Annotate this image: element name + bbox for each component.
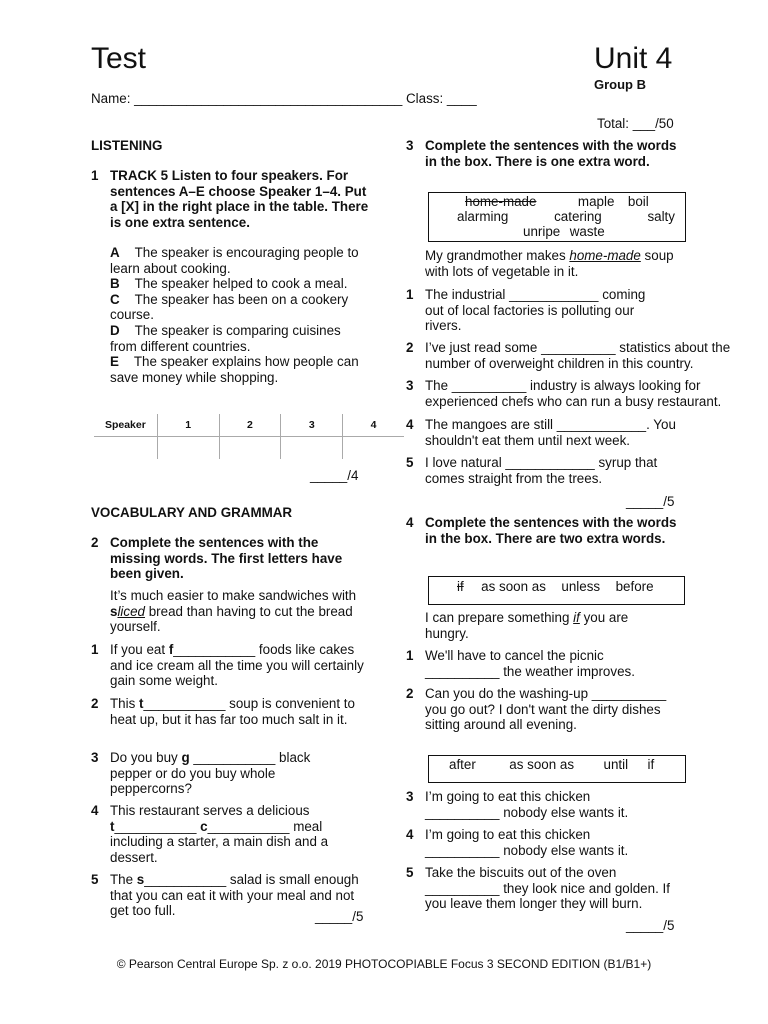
word: unless: [561, 579, 601, 594]
table-header-2: 2: [219, 414, 281, 437]
task2-item-number: 5: [91, 872, 99, 887]
word: salty: [647, 209, 675, 224]
task3-item-number: 1: [406, 287, 414, 302]
task3-item-number: 2: [406, 340, 414, 355]
word: waste: [569, 224, 605, 239]
word-struck: home-made: [465, 194, 537, 209]
word: boil: [627, 194, 649, 209]
task4-item-number: 4: [406, 827, 414, 842]
task4-item-5: Take the biscuits out of the oven __________ they look nice and golden. If you leave them longer they will burn.: [425, 865, 670, 912]
listening-heading: LISTENING: [91, 138, 163, 153]
task2-item-number: 2: [91, 696, 99, 711]
word: catering: [554, 209, 602, 224]
task4-example: I can prepare something if you are hungry.: [425, 610, 629, 641]
task2-item-number: 3: [91, 750, 99, 765]
task2-item-3: Do you buy g ___________ black pepper or do you buy whole peppercorns?: [110, 750, 311, 797]
word: until: [603, 757, 629, 772]
word: alarming: [457, 209, 509, 224]
task3-item-number: 4: [406, 417, 414, 432]
option-b: B The speaker helped to cook a meal.: [110, 276, 348, 292]
task1-instruction: TRACK 5 Listen to four speakers. For sentences A–E choose Speaker 1–4. Put a [X] in the right place in the table. There is one extra sentence.: [110, 168, 369, 230]
test-title: Test: [91, 42, 147, 75]
task4-word-box-1: [428, 576, 685, 605]
task3-item-2: I’ve just read some __________ statistics about the number of overweight children in this country.: [425, 340, 731, 371]
footer-copyright: © Pearson Central Europe Sp. z o.o. 2019 PHOTOCOPIABLE Focus 3 SECOND EDITION (B1/B1+): [116, 957, 652, 971]
task2-item-number: 1: [91, 642, 99, 657]
task4-number: 4: [406, 515, 414, 530]
task3-item-4: The mangoes are still ____________. You shouldn't eat them until next week.: [425, 417, 676, 448]
word: maple: [577, 194, 615, 209]
task4-item-number: 5: [406, 865, 414, 880]
task3-item-number: 5: [406, 455, 414, 470]
table-header-3: 3: [281, 414, 343, 437]
vocab-heading: VOCABULARY AND GRAMMAR: [91, 505, 293, 520]
task3-item-3: The __________ industry is always looking for experienced chefs who can run a busy restaurant.: [425, 378, 722, 409]
task2-item-2: This t___________ soup is convenient to heat up, but it has far too much salt in it.: [110, 696, 355, 727]
task1-score: _____/4: [310, 468, 359, 483]
task4-item-2: Can you do the washing-up __________ you go out? I don't want the dirty dishes sitting around all evening.: [425, 686, 667, 733]
task4-item-3: I’m going to eat this chicken __________ nobody else wants it.: [425, 789, 629, 820]
task4-instruction: Complete the sentences with the words in the box. There are two extra words.: [425, 515, 677, 546]
option-a: A The speaker is encouraging people to learn about cooking.: [110, 245, 359, 276]
option-e: E The speaker explains how people can save money while shopping.: [110, 354, 359, 385]
word: if: [647, 757, 655, 772]
task3-item-5: I love natural ____________ syrup that comes straight from the trees.: [425, 455, 658, 486]
task4-item-number: 2: [406, 686, 414, 701]
table-header-speaker: Speaker: [94, 414, 157, 437]
task1-options: [110, 245, 370, 385]
table-cell[interactable]: [219, 437, 281, 460]
task3-score: _____/5: [626, 494, 675, 509]
table-header-1: 1: [157, 414, 219, 437]
task4-item-number: 1: [406, 648, 414, 663]
task4-item-number: 3: [406, 789, 414, 804]
task2-number: 2: [91, 535, 99, 550]
group-label: Group B: [594, 77, 646, 92]
table-header-4: 4: [370, 419, 377, 431]
task3-example: My grandmother makes home-made soup with lots of vegetable in it.: [425, 248, 674, 279]
task3-item-1: The industrial ____________ coming out of local factories is polluting our rivers.: [425, 287, 646, 334]
task3-item-number: 3: [406, 378, 414, 393]
task4-item-4: I’m going to eat this chicken __________ nobody else wants it.: [425, 827, 629, 858]
word: as soon as: [481, 579, 546, 594]
task4-item-1: We'll have to cancel the picnic __________ the weather improves.: [425, 648, 635, 679]
task4-score: _____/5: [626, 918, 675, 933]
task4-word-box-2: [428, 755, 686, 783]
speaker-table: [94, 414, 404, 459]
word: after: [449, 757, 476, 772]
option-c: C The speaker has been on a cookery course.: [110, 291, 349, 323]
table-cell[interactable]: [343, 437, 404, 460]
task2-instruction: Complete the sentences with the missing words. The first letters have been given.: [110, 535, 343, 582]
option-d: D The speaker is comparing cuisines from different countries.: [110, 322, 341, 354]
task2-item-1: If you eat f___________ foods like cakes and ice cream all the time you will certainly gain some weight.: [110, 642, 364, 689]
unit-title: Unit 4: [594, 42, 673, 75]
task3-instruction: Complete the sentences with the words in the box. There is one extra word.: [425, 138, 677, 169]
task2-item-4: This restaurant serves a delicious t___________ c___________ meal including a starter, a main dish and a dessert.: [110, 803, 329, 865]
table-cell[interactable]: [94, 437, 157, 460]
name-class-line: Name: ____________________________________ Class: ____: [91, 91, 477, 106]
task1-number: 1: [91, 168, 99, 183]
task2-score: _____/5: [315, 909, 364, 924]
task3-number: 3: [406, 138, 414, 153]
total-score: Total: ___/50: [597, 116, 674, 131]
task3-word-box: [428, 192, 686, 242]
word: as soon as: [509, 757, 575, 772]
task2-item-5: The s___________ salad is small enough that you can eat it with your meal and not get too full.: [110, 872, 359, 919]
table-cell[interactable]: [157, 437, 219, 460]
table-cell[interactable]: [281, 437, 343, 460]
task2-item-number: 4: [91, 803, 99, 818]
task2-example: It’s much easier to make sandwiches with sliced bread than having to cut the bread yourself.: [110, 588, 357, 635]
word: before: [615, 579, 654, 594]
word: unripe: [523, 224, 561, 239]
word-struck: if: [457, 579, 464, 594]
